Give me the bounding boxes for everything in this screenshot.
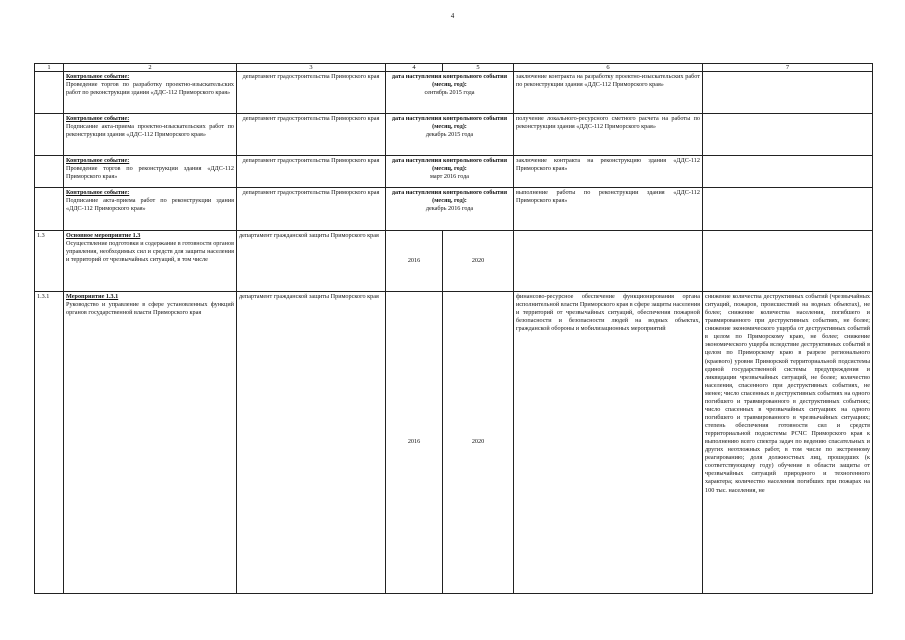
start-year: 2016: [386, 292, 443, 594]
table-row: [35, 72, 873, 114]
executor: департамент градостроительства Приморского края: [237, 156, 386, 188]
event-title: Контрольное событие:: [66, 73, 130, 80]
expected-result: заключение контракта на реконструкцию здания «ДДС-112 Приморского края»: [514, 156, 703, 188]
event-date-label: дата наступления контрольного события (месяц, год):: [391, 189, 508, 205]
executor: департамент градостроительства Приморского края: [237, 114, 386, 156]
table-row: [35, 156, 873, 188]
indicator: снижение количества деструктивных событий (чрезвычайных ситуаций, пожаров, происшествий на водных объектах), не более; снижение количества населения, погибшего и травмированного при деструктивных событиях, не более; снижение экономического ущерба от деструктивных событий в целом по Приморскому краю, не более; снижение экономического ущерба вследствие деструктивных событий в целом по Приморскому краю в разрезе регионального (краевого) уровня Приморской территориальной подсистемы единой государственной системы предупреждения и ликвидации чрезвычайных ситуаций, не более; количество населения, спасенного при деструктивных событиях, не менее; число спасенных в деструктивных событиях на одного погибшего и травмированного в деструктивных событиях; число спасенных в чрезвычайных ситуациях на одного погибшего и травмированного в чрезвычайных ситуациях; степень обеспечения готовности сил и средств территориальной подсистемы РСЧС Приморского края к выполнению всего спектра задач по ведению спасательных и других неотложных работ, в том числе по экстренному реагированию; доля должностных лиц, прошедших (к соответствующему году) обучение в области защиты от чрезвычайных ситуаций природного и техногенного характера; количество населения погибших при пожарах на 100 тыс. населения, не: [703, 292, 873, 594]
executor: департамент гражданской защиты Приморского края: [237, 292, 386, 594]
event-cell: [64, 156, 237, 188]
col-header-1: 1: [35, 64, 64, 72]
table-row: [35, 188, 873, 231]
row-number: 1.3: [35, 231, 64, 292]
event-date-cell: [386, 188, 514, 231]
event-description: Проведение торгов по разработку проектно-изыскательских работ по реконструкции здания «ДДС-112 Приморского края»: [66, 81, 234, 97]
end-year: 2020: [443, 231, 514, 292]
start-year: 2016: [386, 231, 443, 292]
col-header-6: 6: [514, 64, 703, 72]
expected-result: финансово-ресурсное обеспечение функционирования органа исполнительной власти Приморского края в сфере защиты населения и территорий от чрезвычайных ситуаций, обеспечения пожарной безопасности и безопасности людей на водных объектах, гражданской обороны и мобилизационных мероприятий: [514, 292, 703, 594]
event-title: Контрольное событие:: [66, 189, 130, 196]
col-header-7: 7: [703, 64, 873, 72]
col-header-5: 5: [443, 64, 514, 72]
end-year: 2020: [443, 292, 514, 594]
event-date-cell: [386, 114, 514, 156]
event-description: Проведение торгов по реконструкции здания «ДДС-112 Приморского края»: [66, 165, 234, 181]
event-description: Подписание акта-приема работ по реконструкции здания «ДДС-112 Приморского края»: [66, 197, 234, 213]
event-date-value: сентябрь 2015 года: [424, 89, 475, 97]
plan-table: [34, 63, 873, 594]
activity-title: Мероприятие 1.3.1: [66, 293, 119, 300]
event-title: Контрольное событие:: [66, 115, 130, 122]
indicator: [703, 156, 873, 188]
indicator: [703, 72, 873, 114]
table-row: [35, 292, 873, 594]
expected-result: [514, 231, 703, 292]
col-header-2: 2: [64, 64, 237, 72]
activity-description: Руководство и управление в сфере установленных функций органов государственной власти Приморского края: [66, 301, 234, 317]
activity-cell: [64, 292, 237, 594]
row-number: [35, 114, 64, 156]
event-date-label: дата наступления контрольного события (месяц, год):: [391, 157, 508, 173]
executor: департамент гражданской защиты Приморского края: [237, 231, 386, 292]
table-row: [35, 114, 873, 156]
executor: департамент градостроительства Приморского края: [237, 188, 386, 231]
activity-cell: [64, 231, 237, 292]
event-description: Подписание акта-приема проектно-изыскательских работ по реконструкции здания «ДДС-112 Приморского края»: [66, 123, 234, 139]
expected-result: заключение контракта на разработку проектно-изыскательских работ по реконструкции здания «ДДС-112 Приморского края»: [514, 72, 703, 114]
page-number: 4: [450, 12, 455, 20]
col-header-3: 3: [237, 64, 386, 72]
expected-result: получение локального-ресурсного сметного расчета на работы по реконструкции здания «ДДС-112 Приморского края»: [514, 114, 703, 156]
table-row: [35, 231, 873, 292]
header-row: [35, 64, 873, 72]
event-date-label: дата наступления контрольного события (месяц, год):: [391, 115, 508, 131]
event-date-cell: [386, 156, 514, 188]
executor: департамент градостроительства Приморского края: [237, 72, 386, 114]
indicator: [703, 114, 873, 156]
event-cell: [64, 72, 237, 114]
event-title: Контрольное событие:: [66, 157, 130, 164]
row-number: [35, 156, 64, 188]
indicator: [703, 231, 873, 292]
event-cell: [64, 114, 237, 156]
row-number: [35, 188, 64, 231]
col-header-4: 4: [386, 64, 443, 72]
event-date-cell: [386, 72, 514, 114]
event-date-value: декабрь 2016 года: [425, 205, 474, 213]
activity-description: Осуществление подготовки и содержание в готовности органов управления, необходимых сил и средств для защиты населения и территорий от чрезвычайных ситуаций, в том числе: [66, 240, 234, 264]
row-number: [35, 72, 64, 114]
event-date-value: декабрь 2015 года: [425, 131, 474, 139]
event-date-value: март 2016 года: [430, 173, 469, 181]
expected-result: выполнение работы по реконструкции здания «ДДС-112 Приморского края»: [514, 188, 703, 231]
activity-title: Основное мероприятие 1.3: [66, 232, 141, 239]
event-cell: [64, 188, 237, 231]
indicator: [703, 188, 873, 231]
event-date-label: дата наступления контрольного события (месяц, год):: [391, 73, 508, 89]
row-number: 1.3.1: [35, 292, 64, 594]
